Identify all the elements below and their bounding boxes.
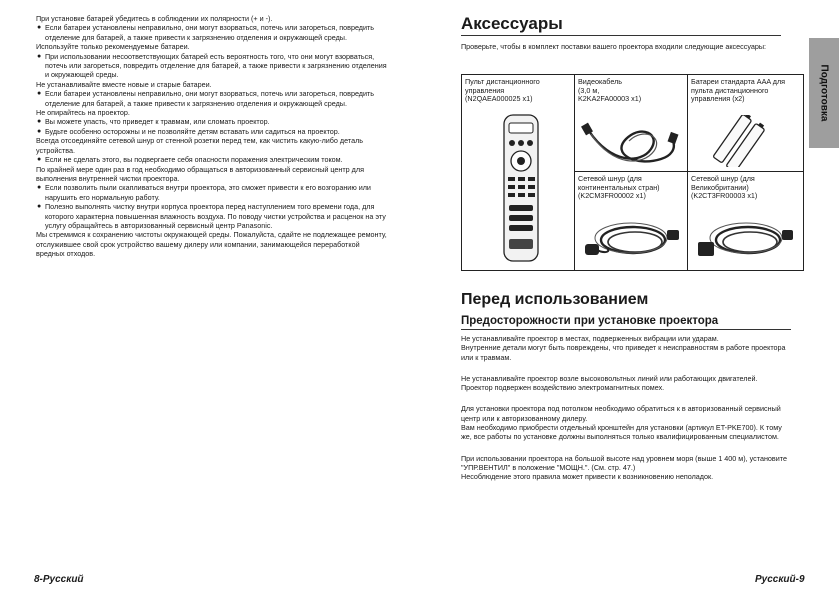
warning-lead: Мы стремимся к сохранению чистоты окружающей среды. Пожалуйста, сдайте не подлежащее ремонту, отслужившее свой срок устройство вашему дилеру или компании, занимающейся переработкой вредных отходов. — [36, 230, 387, 259]
page-number-right: Русский-9 — [755, 574, 805, 585]
lean-on-projector-warning — [36, 108, 388, 136]
accessory-name: Сетевой шнур (для континентальных стран) — [578, 174, 660, 192]
recommended-batteries-warning — [36, 42, 388, 80]
remote-control-icon — [498, 113, 544, 263]
warning-bullet: ● Если не сделать этого, вы подвергаете себя опасности поражения электрическим током. — [37, 155, 343, 165]
accessory-name: Пульт дистанционного управления — [465, 77, 540, 95]
section-side-tab — [809, 38, 839, 148]
warning-bullet: ● Если батареи установлены неправильно, они могут взорваться, потечь или загореться, повредить отделение для батарей, а также привести к загрязнению отделения и окружающей среды. — [37, 89, 375, 108]
before-use-section — [461, 290, 791, 482]
warning-bullet: ● Вы можете упасть, что приведет к травмам, или сломать проектор. — [37, 117, 270, 127]
accessory-power-cord-continental — [575, 172, 688, 270]
precaution-detail: Несоблюдение этого правила может привести к возникновению неполадок. — [461, 472, 714, 482]
bullet-icon: ● — [37, 184, 42, 192]
warning-lead: По крайней мере один раз в год необходимо обращаться в авторизованный сервисный центр для выполнения внутренней чистки проектора. — [36, 164, 364, 183]
left-column — [36, 14, 388, 259]
bullet-icon: ● — [37, 203, 42, 211]
accessory-name: Сетевой шнур (для Великобритании) — [691, 174, 755, 192]
video-cable-icon — [581, 119, 681, 169]
warning-lead: Не опирайтесь на проектор. — [36, 108, 130, 118]
precaution-heading: Для установки проектора под потолком необходимо обратиться к в авторизованный сервисный центр или к авторизованному дилеру. — [461, 404, 781, 423]
precaution-heading: При использовании проектора на большой высоте над уровнем моря (выше 1 400 м), установите "УПР.ВЕНТИЛ" в положение "МОЩН.". (См. стр. 47.) — [461, 453, 787, 472]
accessory-code: K2KA2FA00003 x1) — [578, 94, 642, 104]
precaution-block — [461, 334, 791, 362]
power-cord-icon — [583, 216, 683, 266]
warning-lead: Всегда отсоединяйте сетевой шнур от стенной розетки перед тем, как чистить какую-либо деталь устройства. — [36, 136, 364, 155]
warning-lead: Используйте только рекомендуемые батареи. — [36, 42, 190, 52]
accessory-length: (3,0 м, — [578, 85, 600, 95]
precautions-list — [461, 334, 791, 482]
accessory-power-cord-uk — [688, 172, 803, 270]
accessory-batteries — [688, 75, 803, 172]
accessories-intro: Проверьте, чтобы в комплект поставки вашего проектора входили следующие аксессуары: — [461, 42, 767, 51]
bullet-icon: ● — [37, 156, 42, 164]
accessories-section — [461, 14, 781, 51]
accessory-code: (K2CT3FR00003 x1) — [691, 191, 758, 201]
warning-bullet: ● При использовании несоответствующих батарей есть вероятность того, что они могут взорваться, потечь или загореться, повредить отделение для батарей, а также привести к загрязнению отделения и окружающей среды. — [37, 51, 387, 80]
bullet-icon: ● — [37, 24, 42, 32]
accessories-title: Аксессуары — [461, 14, 781, 36]
warning-bullet: ● Если позволить пыли скапливаться внутри проектора, это сможет привести к его возгоранию или нарушить его нормальную работу. — [37, 183, 371, 202]
accessories-table — [461, 74, 804, 271]
bullet-icon: ● — [37, 52, 42, 60]
accessory-remote-control — [462, 75, 575, 270]
bullet-icon: ● — [37, 127, 42, 135]
installation-precautions-subtitle: Предосторожности при установке проектора — [461, 315, 791, 330]
precaution-block — [461, 454, 791, 482]
precaution-block — [461, 404, 791, 441]
side-tab-label: Подготовка — [818, 64, 830, 122]
power-cord-uk-icon — [696, 216, 796, 266]
accessory-code: (K2CM3FR00002 x1) — [578, 191, 646, 201]
warning-bullet: ● Будьте особенно осторожны и не позволяйте детям вставать или садиться на проектор. — [37, 126, 340, 136]
accessory-code: (N2QAEA000025 x1) — [465, 94, 533, 104]
precaution-heading: Не устанавливайте проектор возле высоковольтных линий или работающих двигателей. — [461, 373, 758, 383]
bullet-icon: ● — [37, 118, 42, 126]
annual-cleaning-warning — [36, 165, 388, 231]
precaution-heading: Не устанавливайте проектор в местах, подверженных вибрации или ударам. — [461, 334, 719, 343]
warning-lead: Не устанавливайте вместе новые и старые батареи. — [36, 79, 212, 89]
battery-polarity-warning — [36, 14, 388, 42]
aaa-batteries-icon — [706, 115, 776, 167]
warning-bullet: ● Полезно выполнять чистку внутри корпуса проектора перед наступлением того времени года, для которого характерна повышенная влажность воздуха. По поводу чистки устройства и расценок на эту услугу обращайтесь в авторизованный сервисный центр Panasonic. — [37, 202, 386, 230]
accessory-video-cable — [575, 75, 688, 172]
warning-lead: При установке батарей убедитесь в соблюдении их полярности (+ и -). — [36, 14, 273, 23]
mixed-batteries-warning — [36, 80, 388, 108]
precaution-detail: Проектор подвержен воздействию электромагнитных помех. — [461, 383, 665, 393]
environment-notice — [36, 230, 388, 258]
precaution-block — [461, 374, 791, 393]
page-number-left: 8-Русский — [34, 574, 84, 585]
precaution-detail: Вам необходимо приобрести отдельный кронштейн для установки (артикул ET-PKE700). К тому же, все работы по установке должны выполняться только квалифицированным специалистом. — [461, 423, 782, 442]
unplug-before-cleaning-warning — [36, 136, 388, 164]
precaution-detail: Внутренние детали могут быть повреждены, что приведет к неисправностям в работе проектора или к травмам. — [461, 343, 786, 362]
bullet-icon: ● — [37, 90, 42, 98]
warning-bullet: ● Если батареи установлены неправильно, они могут взорваться, потечь или загореться, повредить отделение для батарей, а также привести к загрязнению отделения и окружающей среды. — [37, 23, 375, 42]
accessory-name: Видеокабель — [578, 77, 623, 86]
accessory-name: Батареи стандарта AAA для пульта дистанционного управления (x2) — [691, 77, 786, 104]
before-use-title: Перед использованием — [461, 291, 649, 308]
